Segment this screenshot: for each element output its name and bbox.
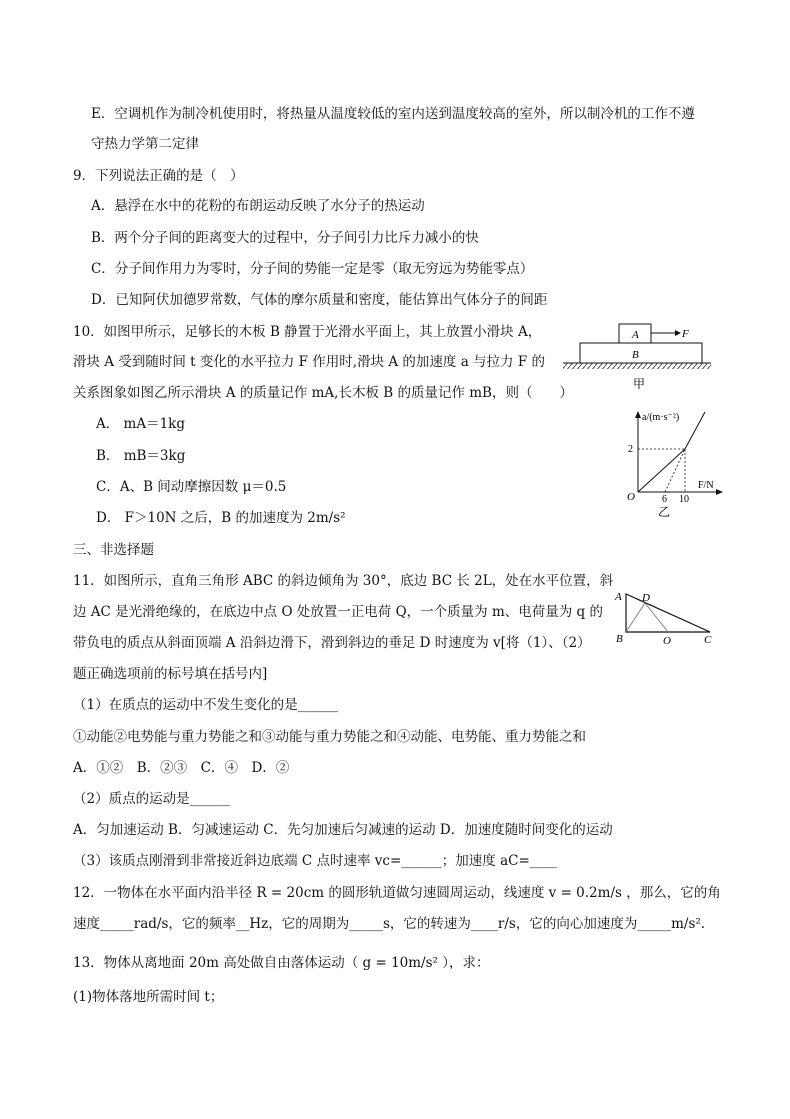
label-a: A xyxy=(632,329,639,341)
x-axis-label: F/N xyxy=(698,480,714,491)
q11-part3: （3）该质点刚滑到非常接近斜边底端 C 点时速率 vc=______；加速度 aC=____ xyxy=(73,853,557,869)
question-10-line2: 滑块 A 受到随时间 t 变化的水平拉力 F 作用时,滑块 A 的加速度 a 与拉力 F 的 xyxy=(73,354,545,370)
figure-triangle xyxy=(612,587,722,647)
question-9: 9．下列说法正确的是（ ） xyxy=(73,168,244,184)
ground-hatch xyxy=(563,363,711,369)
q9-option-c: C．分子间作用力为零时，分子间的势能一定是零（取无穷远为势能零点） xyxy=(91,261,534,277)
question-13: 13．物体从离地面 20m 高处做自由落体运动（ g = 10m/s² ），求： xyxy=(73,955,490,971)
question-12-line1: 12．一物体在水平面内沿半径 R = 20cm 的圆形轨道做匀速圆周运动，线速度 v = 0.2m/s ，那么，它的角 xyxy=(73,885,721,901)
figure-jia xyxy=(560,318,720,393)
q9-option-b: B．两个分子间的距离变大的过程中，分子间引力比斥力减小的快 xyxy=(91,230,479,246)
point-d-label: D xyxy=(642,592,650,604)
graph-segment-2 xyxy=(685,412,705,449)
y-axis-arrowhead xyxy=(635,411,641,418)
origin-label: O xyxy=(627,491,635,503)
q11-part1-items: ①动能②电势能与重力势能之和③动能与重力势能之和④动能、电势能、重力势能之和 xyxy=(73,729,586,745)
y-tick-2: 2 xyxy=(628,444,633,455)
q11-part2: （2）质点的运动是______ xyxy=(73,791,231,807)
caption-jia: 甲 xyxy=(633,377,646,391)
point-o-label: O xyxy=(663,635,671,647)
question-11-line3: 带负电的质点从斜面顶端 A 沿斜边滑下，滑到斜边的垂足 D 时速度为 v[将（1）、（2） xyxy=(73,635,591,651)
q10-option-c: C．A、B 间动摩擦因数 μ＝0.5 xyxy=(96,479,287,495)
q9-option-a: A．悬浮在水中的花粉的布朗运动反映了水分子的热运动 xyxy=(91,198,425,214)
x-axis-arrowhead xyxy=(716,489,723,495)
x-tick-10: 10 xyxy=(679,494,689,505)
question-10-line3: 关系图象如图乙所示滑块 A 的质量记作 mA,长木板 B 的质量记作 mB，则（ ） xyxy=(73,385,573,401)
point-b-label: B xyxy=(616,633,623,645)
label-b: B xyxy=(632,349,639,361)
question-11-line4: 题正确选项前的标号填在括号内] xyxy=(73,666,268,682)
question-11-line1: 11．如图所示，直角三角形 ABC 的斜边倾角为 30°，底边 BC 长 2L，处在水平位置，斜 xyxy=(73,573,614,589)
force-arrowhead xyxy=(675,330,681,336)
caption-yi: 乙 xyxy=(658,505,671,519)
q10-option-a: A． mA＝1kg xyxy=(96,416,186,432)
question-12-line2: 速度_____rad/s，它的频率__Hz，它的周期为_____s，它的转速为____r/s，它的向心加速度为_____m/s². xyxy=(73,916,706,932)
q10-option-d: D． F＞10N 之后，B 的加速度为 2m/s² xyxy=(96,510,346,526)
board-b xyxy=(580,343,702,363)
label-f: F xyxy=(682,328,689,340)
x-tick-6: 6 xyxy=(662,494,667,505)
q9-option-d: D．已知阿伏加德罗常数，气体的摩尔质量和密度，能估算出气体分子的间距 xyxy=(91,292,548,308)
q11-part2-choices: A．匀加速运动 B．匀减速运动 C．先匀加速后匀减速的运动 D．加速度随时间变化的运动 xyxy=(73,822,613,838)
altitude-bd xyxy=(626,603,645,632)
question-11-line2: 边 AC 是光滑绝缘的，在底边中点 O 处放置一正电荷 Q，一个质量为 m、电荷量为 q 的 xyxy=(73,604,603,620)
q11-part1: （1）在质点的运动中不发生变化的是______ xyxy=(73,697,339,713)
figure-yi xyxy=(618,408,728,520)
option-e-line1: E．空调机作为制冷机使用时，将热量从温度较低的室内送到温度较高的室外，所以制冷机的工作不遵 xyxy=(91,106,695,122)
point-a-label: A xyxy=(615,591,622,603)
section-3-heading: 三、非选择题 xyxy=(73,542,154,558)
q11-part1-choices: A．①② B．②③ C．④ D．② xyxy=(73,760,290,776)
point-c-label: C xyxy=(704,634,712,646)
graph-segment-1 xyxy=(638,449,685,492)
dash-slant xyxy=(665,449,685,492)
question-10-line1: 10．如图甲所示，足够长的木板 B 静置于光滑水平面上，其上放置小滑块 A， xyxy=(73,324,542,340)
y-axis-label: a/(m·s⁻²) xyxy=(642,412,680,423)
option-e-line2: 守热力学第二定律 xyxy=(91,136,199,152)
q10-option-b: B． mB＝3kg xyxy=(96,448,186,464)
q13-part1: (1)物体落地所需时间 t； xyxy=(73,989,224,1005)
